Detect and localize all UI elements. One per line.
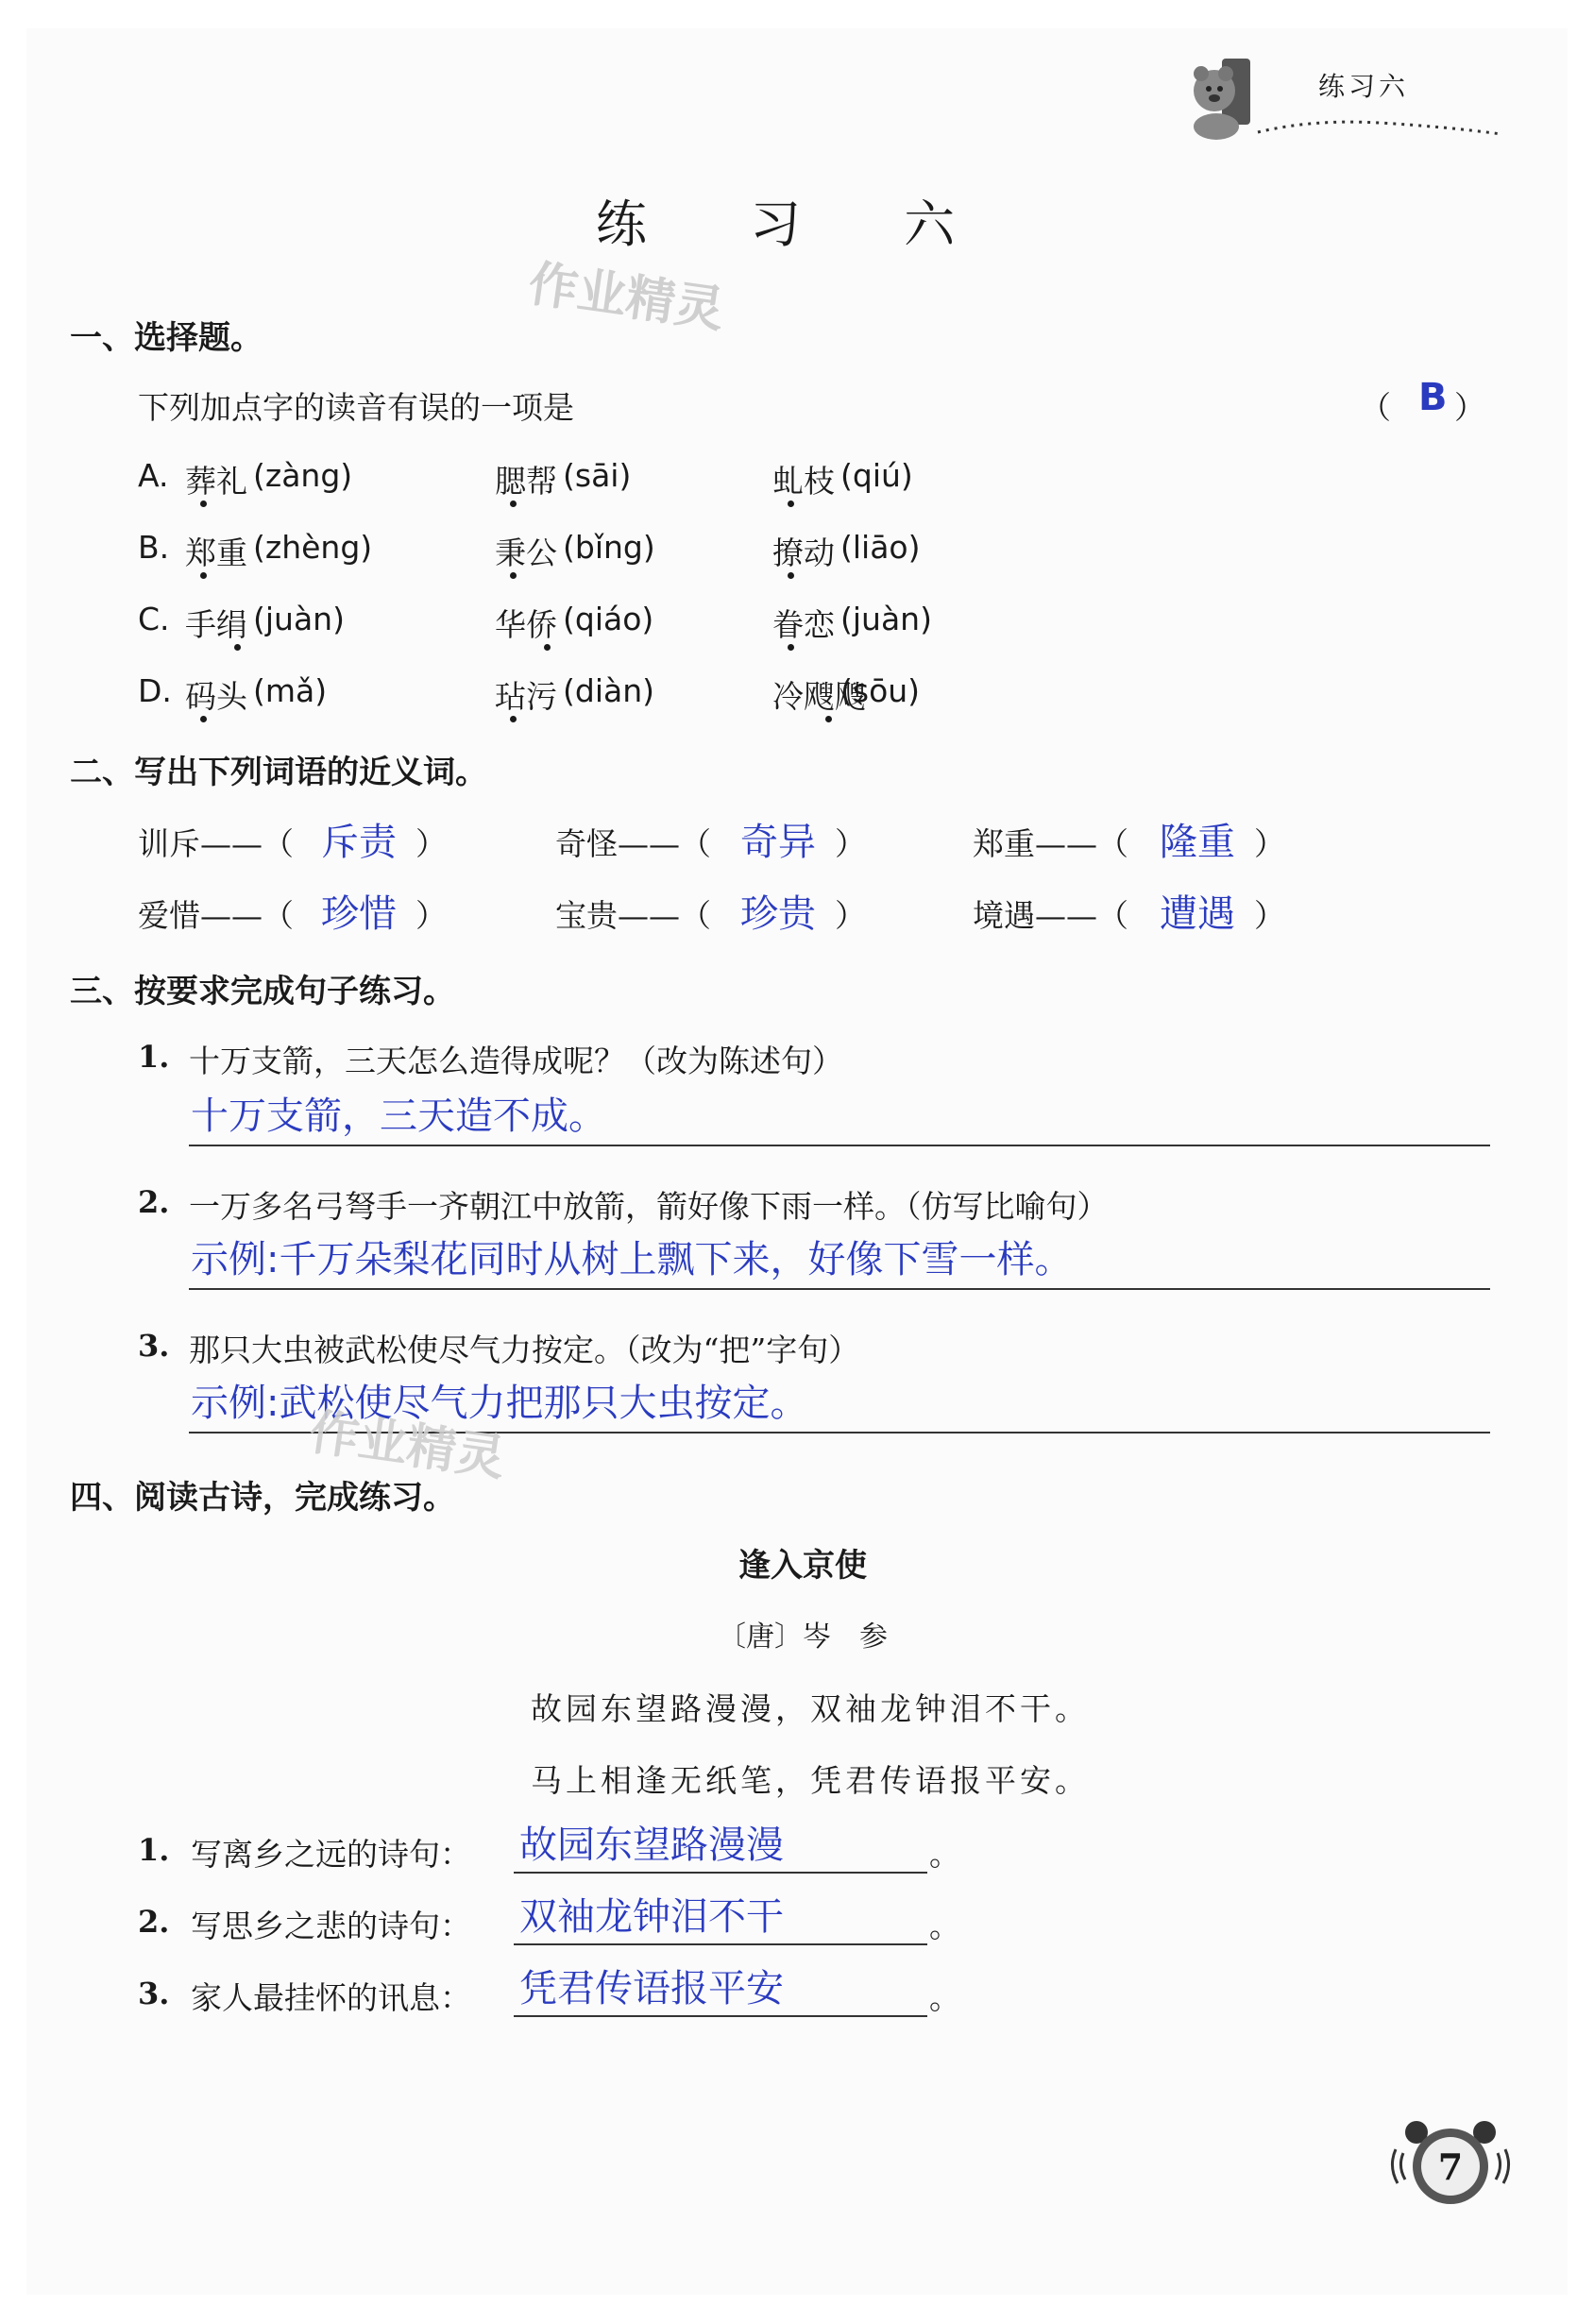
emphasis-dot xyxy=(788,500,794,507)
item-answer: 示例:武松使尽气力把那只大虫按定。 xyxy=(191,1382,808,1425)
option-word: 虬枝 xyxy=(772,463,835,500)
header-dotted-curve xyxy=(1256,111,1503,140)
emphasis-dot xyxy=(788,572,794,579)
poem-title: 逢入京使 xyxy=(738,1547,867,1585)
question-end: 。 xyxy=(929,1836,960,1873)
question-number: 2. xyxy=(138,1904,170,1940)
emphasis-dot xyxy=(825,716,832,722)
synonym-answer: 隆重 xyxy=(1160,821,1235,864)
option-pinyin: (diàn) xyxy=(563,672,655,709)
option-pinyin: (bǐng) xyxy=(563,529,655,566)
item-number: 2. xyxy=(138,1184,170,1220)
synonym-word: 爱惜——（ xyxy=(138,897,294,934)
synonym-answer: 遭遇 xyxy=(1160,892,1235,936)
synonym-word: 境遇——（ xyxy=(973,897,1128,934)
option-label: B. xyxy=(138,529,170,566)
poem-line: 马上相逢无纸笔，凭君传语报平安。 xyxy=(531,1762,1090,1799)
synonym-close: ） xyxy=(1254,825,1285,862)
item-number: 3. xyxy=(138,1328,170,1364)
synonym-close: ） xyxy=(1254,897,1285,934)
poem-author: 〔唐〕岑 参 xyxy=(718,1620,888,1654)
option-label: C. xyxy=(138,601,170,637)
section1-heading: 一、选择题。 xyxy=(70,319,263,357)
synonym-close: ） xyxy=(415,897,447,934)
emphasis-dot xyxy=(200,716,207,722)
option-word: 撩动 xyxy=(772,534,835,571)
item-answer: 示例:千万朵梨花同时从树上飘下来，好像下雪一样。 xyxy=(191,1238,1073,1281)
option-pinyin: (sāi) xyxy=(563,457,632,494)
item-prompt: 一万多名弓弩手一齐朝江中放箭，箭好像下雨一样。（仿写比喻句） xyxy=(189,1188,1109,1225)
question-end: 。 xyxy=(929,1908,960,1944)
watermark: 作业精灵 xyxy=(525,255,728,340)
section2-heading: 二、写出下列词语的近义词。 xyxy=(70,754,487,791)
synonym-answer: 珍惜 xyxy=(321,892,397,936)
synonym-word: 训斥——（ xyxy=(138,825,294,862)
question-answer: 双袖龙钟泪不干 xyxy=(519,1895,784,1939)
synonym-close: ） xyxy=(835,897,866,934)
option-word: 眷恋 xyxy=(772,606,835,643)
emphasis-dot xyxy=(510,572,517,579)
option-label: A. xyxy=(138,457,169,494)
bear-mascot-icon xyxy=(1188,53,1263,144)
option-word: 冷飕飕 xyxy=(772,678,866,715)
item-prompt: 十万支箭，三天怎么造得成呢？（改为陈述句） xyxy=(189,1043,843,1079)
emphasis-dot xyxy=(510,716,517,722)
synonym-answer: 斥责 xyxy=(321,821,397,864)
emphasis-dot xyxy=(788,644,794,651)
synonym-answer: 奇异 xyxy=(740,821,816,864)
option-word: 秉公 xyxy=(495,534,557,571)
answer-paren-open: （ xyxy=(1360,389,1391,426)
option-word: 腮帮 xyxy=(495,463,557,500)
option-pinyin: (juàn) xyxy=(840,601,932,637)
question-prompt: 家人最挂怀的讯息： xyxy=(191,1979,471,2016)
option-pinyin: (mǎ) xyxy=(253,672,328,709)
option-pinyin: (liāo) xyxy=(840,529,921,566)
emphasis-dot xyxy=(234,644,241,651)
section1-answer: B xyxy=(1418,376,1448,419)
question-number: 3. xyxy=(138,1976,170,2011)
answer-line xyxy=(514,1872,927,1874)
answer-line xyxy=(514,1943,927,1945)
question-answer: 凭君传语报平安 xyxy=(519,1967,784,2010)
question-number: 1. xyxy=(138,1832,170,1868)
synonym-close: ） xyxy=(835,825,866,862)
answer-line xyxy=(189,1145,1490,1146)
page-background xyxy=(26,28,1568,2295)
emphasis-dot xyxy=(200,572,207,579)
question-end: 。 xyxy=(929,1979,960,2016)
synonym-word: 宝贵——（ xyxy=(555,897,711,934)
option-word: 玷污 xyxy=(495,678,557,715)
option-word: 手绢 xyxy=(185,606,247,643)
option-pinyin: (qiú) xyxy=(840,457,913,494)
section3-heading: 三、按要求完成句子练习。 xyxy=(70,973,455,1010)
emphasis-dot xyxy=(510,500,517,507)
answer-paren-close: ） xyxy=(1454,389,1485,426)
answer-line xyxy=(189,1288,1490,1290)
question-prompt: 写离乡之远的诗句： xyxy=(191,1836,471,1873)
synonym-word: 郑重——（ xyxy=(973,825,1128,862)
answer-line xyxy=(514,2015,927,2017)
item-number: 1. xyxy=(138,1039,170,1075)
poem-line: 故园东望路漫漫，双袖龙钟泪不干。 xyxy=(531,1690,1090,1727)
watermark: 作业精灵 xyxy=(306,1403,509,1488)
option-pinyin: (zhèng) xyxy=(253,529,373,566)
page-number: 7 xyxy=(1437,2146,1464,2188)
option-word: 华侨 xyxy=(495,606,557,643)
page-title: 练 习 六 xyxy=(595,195,999,254)
synonym-close: ） xyxy=(415,825,447,862)
item-prompt: 那只大虫被武松使尽气力按定。（改为“把”字句） xyxy=(189,1332,860,1368)
option-word: 码头 xyxy=(185,678,247,715)
item-answer: 十万支箭，三天造不成。 xyxy=(191,1094,606,1138)
option-pinyin: (juàn) xyxy=(253,601,345,637)
emphasis-dot xyxy=(544,644,551,651)
question-prompt: 写思乡之悲的诗句： xyxy=(191,1908,471,1944)
emphasis-dot xyxy=(200,500,207,507)
section1-question: 下列加点字的读音有误的一项是 xyxy=(138,389,574,426)
option-pinyin: (sōu) xyxy=(840,672,921,709)
option-pinyin: (qiáo) xyxy=(563,601,654,637)
option-word: 葬礼 xyxy=(185,463,247,500)
question-answer: 故园东望路漫漫 xyxy=(519,1824,784,1867)
option-label: D. xyxy=(138,672,172,709)
synonym-answer: 珍贵 xyxy=(740,892,816,936)
option-word: 郑重 xyxy=(185,534,247,571)
header-label: 练习六 xyxy=(1318,71,1410,102)
option-pinyin: (zàng) xyxy=(253,457,353,494)
synonym-word: 奇怪——（ xyxy=(555,825,711,862)
section4-heading: 四、阅读古诗，完成练习。 xyxy=(70,1479,455,1517)
